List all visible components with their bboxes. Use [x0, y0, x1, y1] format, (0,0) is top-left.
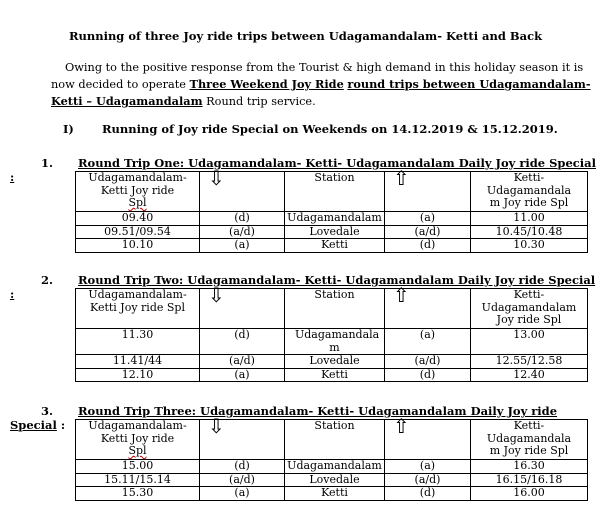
- time-back: 16.00: [471, 487, 588, 501]
- time-out: 10.10: [76, 239, 200, 253]
- station-header: Station: [285, 420, 385, 460]
- code-out: (a): [200, 239, 285, 253]
- left-header-line: Ketti Joy ride: [100, 183, 175, 197]
- down-arrow-icon: ⇩: [200, 420, 285, 460]
- station-name: Udagamandalam: [285, 212, 385, 226]
- left-header-line: Ketti Joy ride: [100, 431, 175, 445]
- right-header-line: Ketti-: [513, 419, 545, 432]
- up-arrow-icon: ⇧: [385, 172, 471, 212]
- code-back: (a): [385, 329, 471, 355]
- code-back: (d): [385, 368, 471, 382]
- table-row: [76, 355, 588, 369]
- time-out: 15.00: [76, 460, 200, 474]
- right-header-line: Udagamandala: [486, 431, 572, 445]
- table-row: [76, 212, 588, 226]
- up-arrow-icon: ⇧: [385, 289, 471, 329]
- time-back: 16.15/16.18: [471, 473, 588, 487]
- time-out: 09.40: [76, 212, 200, 226]
- time-out: 15.11/15.14: [76, 473, 200, 487]
- left-column-header: [76, 289, 200, 329]
- intro-bold-weekend: Three Weekend Joy Ride: [189, 77, 344, 91]
- time-back: 12.55/12.58: [471, 355, 588, 369]
- right-header-line: Udagamandalam: [481, 300, 577, 314]
- station-name: Lovedale: [285, 473, 385, 487]
- left-header-line: Ketti Joy ride Spl: [90, 300, 185, 314]
- table-row: [76, 368, 588, 382]
- intro-text: Owing to the positive response from the Tourist & high demand in this holiday season it is now decided to operate: [51, 61, 584, 91]
- left-header-line: Udagamandalam-: [88, 419, 187, 432]
- trip-1-title: Round Trip One: Udagamandalam- Ketti- Udagamandalam Daily Joy ride Special :: [10, 156, 596, 184]
- code-out: (a): [200, 487, 285, 501]
- document-title: Running of three Joy ride trips between Udagamandalam- Ketti and Back: [68, 29, 543, 43]
- right-header-line: m Joy ride Spl: [489, 444, 569, 457]
- table-row: [76, 225, 588, 239]
- table-row: [76, 473, 588, 487]
- time-out: 09.51/09.54: [76, 225, 200, 239]
- left-header-line: Udagamandalam-: [88, 288, 187, 301]
- table-row: [76, 460, 588, 474]
- station-header: Station: [285, 172, 385, 212]
- station-name: Lovedale: [285, 355, 385, 369]
- time-back: 16.30: [471, 460, 588, 474]
- station-name: Lovedale: [285, 225, 385, 239]
- trip-3-number: 3.: [41, 404, 54, 418]
- right-header-line: Udagamandala: [486, 183, 572, 197]
- table-row: [76, 239, 588, 253]
- right-header-line: Joy ride Spl: [496, 313, 562, 326]
- section-text: Running of Joy ride Special on Weekends on 14.12.2019 & 15.12.2019.: [102, 122, 558, 136]
- trip-3-title: Round Trip Three: Udagamandalam- Ketti- Udagamandalam Daily Joy ride Special: [10, 404, 558, 432]
- up-arrow-icon: ⇧: [385, 420, 471, 460]
- intro-text-end: Round trip service.: [202, 95, 316, 108]
- left-column-header: [76, 172, 200, 212]
- down-arrow-icon: ⇩: [200, 289, 285, 329]
- time-back: 10.45/10.48: [471, 225, 588, 239]
- table-row: [76, 487, 588, 501]
- code-back: (d): [385, 239, 471, 253]
- trip-3-title-tail: :: [56, 418, 66, 432]
- right-header-line: m Joy ride Spl: [489, 196, 569, 209]
- section-number: I): [63, 122, 74, 136]
- left-header-line: Spl: [128, 444, 147, 457]
- intro-bold-route: round trips between Udagamandalam-Ketti – Udagamandalam: [51, 77, 591, 108]
- right-column-header: [471, 172, 588, 212]
- code-out: (a): [200, 368, 285, 382]
- time-out: 11.41/44: [76, 355, 200, 369]
- station-name: Udagamandalam: [285, 460, 385, 474]
- time-back: 11.00: [471, 212, 588, 226]
- station-name: Ketti: [285, 487, 385, 501]
- code-back: (d): [385, 487, 471, 501]
- time-out: 15.30: [76, 487, 200, 501]
- code-back: (a): [385, 460, 471, 474]
- code-out: (a/d): [200, 355, 285, 369]
- left-column-header: [76, 420, 200, 460]
- code-out: (d): [200, 460, 285, 474]
- station-name: Ketti: [285, 239, 385, 253]
- station-name: Udagamandala m: [285, 329, 385, 355]
- trip-1-number: 1.: [41, 156, 54, 170]
- code-back: (a/d): [385, 473, 471, 487]
- code-out: (d): [200, 212, 285, 226]
- table-header-row: [76, 172, 588, 212]
- time-back: 10.30: [471, 239, 588, 253]
- section-heading: [63, 122, 583, 136]
- down-arrow-icon: ⇩: [200, 172, 285, 212]
- code-out: (a/d): [200, 473, 285, 487]
- right-header-line: Ketti-: [513, 288, 545, 301]
- station-name: Ketti: [285, 368, 385, 382]
- left-header-line: Spl: [128, 196, 147, 209]
- code-back: (a): [385, 212, 471, 226]
- intro-paragraph: [51, 59, 591, 110]
- code-out: (a/d): [200, 225, 285, 239]
- table-row: [76, 329, 588, 355]
- station-header: Station: [285, 289, 385, 329]
- code-back: (a/d): [385, 225, 471, 239]
- table-header-row: [76, 420, 588, 460]
- time-back: 13.00: [471, 329, 588, 355]
- time-back: 12.40: [471, 368, 588, 382]
- table-header-row: [76, 289, 588, 329]
- right-column-header: [471, 289, 588, 329]
- left-header-line: Udagamandalam-: [88, 171, 187, 184]
- right-header-line: Ketti-: [513, 171, 545, 184]
- time-out: 11.30: [76, 329, 200, 355]
- time-out: 12.10: [76, 368, 200, 382]
- right-column-header: [471, 420, 588, 460]
- code-out: (d): [200, 329, 285, 355]
- trip-2-title: Round Trip Two: Udagamandalam- Ketti- Udagamandalam Daily Joy ride Special :: [10, 273, 596, 301]
- trip-2-number: 2.: [41, 273, 54, 287]
- code-back: (a/d): [385, 355, 471, 369]
